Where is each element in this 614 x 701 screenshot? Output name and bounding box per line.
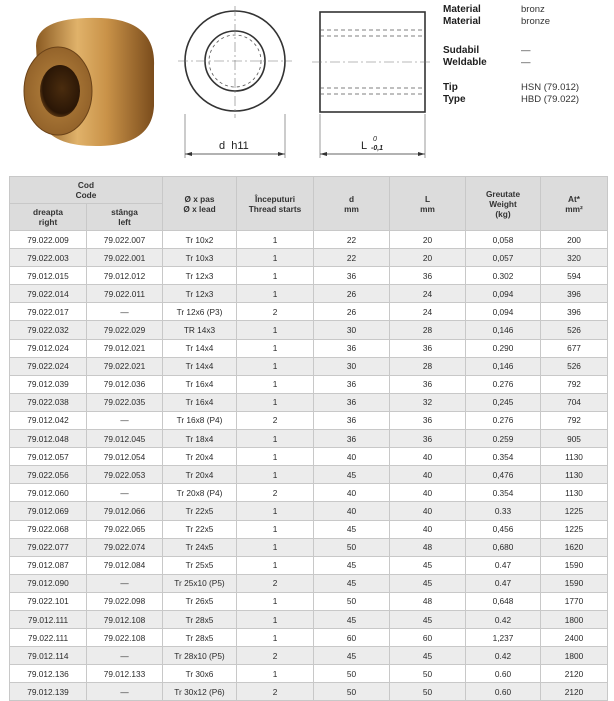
pitch-cell: Tr 12x3: [163, 267, 237, 285]
code-left-cell: 79.022.108: [87, 629, 163, 647]
starts-cell: 1: [237, 285, 314, 303]
weight-cell: 0.302: [466, 267, 541, 285]
starts-cell: 1: [237, 357, 314, 375]
property-label: Material: [443, 15, 481, 27]
d-header: [314, 177, 390, 231]
code-right-cell: 79.022.068: [10, 520, 87, 538]
at-cell: 320: [541, 249, 608, 267]
property-label: Material: [443, 4, 481, 15]
pitch-cell: Tr 22x5: [163, 502, 237, 520]
property-value: bronze: [521, 15, 551, 27]
starts-cell: 2: [237, 647, 314, 665]
at-cell: 1770: [541, 592, 608, 610]
l-cell: 40: [390, 466, 466, 484]
pitch-cell: Tr 10x2: [163, 231, 237, 249]
at-cell: 677: [541, 339, 608, 357]
d-header-label: d: [348, 193, 355, 204]
pitch-cell: Tr 30x12 (P6): [163, 683, 237, 701]
l-header-label: L: [424, 193, 431, 204]
table-row: [10, 267, 608, 285]
d-cell: 36: [314, 430, 390, 448]
code-left-cell: —: [87, 411, 163, 429]
code-right-cell: 79.012.139: [10, 683, 87, 701]
starts-cell: 1: [237, 249, 314, 267]
starts-cell: 2: [237, 574, 314, 592]
pitch-cell: Tr 20x4: [163, 448, 237, 466]
material-properties: [443, 4, 613, 105]
starts-cell: 1: [237, 665, 314, 683]
d-cell: 40: [314, 502, 390, 520]
weight-cell: 0.47: [466, 556, 541, 574]
weight-cell: 0,094: [466, 303, 541, 321]
at-header: [541, 177, 608, 231]
l-cell: 36: [390, 375, 466, 393]
l-cell: 45: [390, 647, 466, 665]
l-cell: 40: [390, 448, 466, 466]
at-cell: 1800: [541, 610, 608, 628]
d-cell: 50: [314, 665, 390, 683]
at-cell: 1130: [541, 484, 608, 502]
code-right-cell: 79.012.069: [10, 502, 87, 520]
at-cell: 1130: [541, 448, 608, 466]
code-left-cell: 79.012.036: [87, 375, 163, 393]
pitch-cell: Tr 28x10 (P5): [163, 647, 237, 665]
weight-cell: 0.33: [466, 502, 541, 520]
table-row: [10, 393, 608, 411]
code-left-cell: 79.022.001: [87, 249, 163, 267]
code-right-cell: 79.022.111: [10, 629, 87, 647]
starts-cell: 2: [237, 411, 314, 429]
starts-cell: 1: [237, 267, 314, 285]
starts-cell: 1: [237, 556, 314, 574]
code-left-cell: 79.022.035: [87, 393, 163, 411]
property-value: HBD (79.022): [521, 93, 580, 105]
d-cell: 45: [314, 556, 390, 574]
code-right-cell: 79.012.111: [10, 610, 87, 628]
code-left-cell: 79.022.011: [87, 285, 163, 303]
at-cell: 792: [541, 375, 608, 393]
pitch-cell: Tr 25x5: [163, 556, 237, 574]
starts-cell: 1: [237, 448, 314, 466]
l-cell: 20: [390, 231, 466, 249]
right-header: [10, 204, 87, 231]
weight-cell: 0.276: [466, 375, 541, 393]
code-left-cell: 79.012.045: [87, 430, 163, 448]
table-row: [10, 339, 608, 357]
code-left-cell: —: [87, 683, 163, 701]
starts-header-en: Thread starts: [248, 203, 302, 214]
at-cell: 905: [541, 430, 608, 448]
d-cell: 50: [314, 592, 390, 610]
pitch-cell: Tr 10x3: [163, 249, 237, 267]
l-cell: 45: [390, 610, 466, 628]
at-cell: 2400: [541, 629, 608, 647]
at-header-label: At*: [568, 193, 580, 204]
table-row: [10, 285, 608, 303]
property-row: [443, 4, 613, 16]
property-label: Sudabil: [443, 45, 480, 56]
property-value: bronz: [521, 4, 545, 15]
weight-header: [466, 177, 541, 231]
product-header: [0, 0, 614, 170]
code-right-cell: 79.012.090: [10, 574, 87, 592]
code-right-cell: 79.012.039: [10, 375, 87, 393]
l-cell: 48: [390, 592, 466, 610]
weight-cell: 0.354: [466, 448, 541, 466]
pitch-cell: Tr 16x4: [163, 375, 237, 393]
code-left-cell: 79.012.021: [87, 339, 163, 357]
code-right-cell: 79.012.048: [10, 430, 87, 448]
right-header-en: right: [38, 217, 58, 227]
code-left-cell: —: [87, 647, 163, 665]
d-cell: 45: [314, 574, 390, 592]
starts-header: [237, 177, 314, 231]
l-header-unit: mm: [420, 203, 435, 214]
table-row: [10, 629, 608, 647]
table-row: [10, 411, 608, 429]
pitch-cell: Tr 14x4: [163, 339, 237, 357]
d-cell: 36: [314, 411, 390, 429]
starts-cell: 1: [237, 592, 314, 610]
front-dim-label: d h11: [219, 140, 249, 152]
l-cell: 45: [390, 574, 466, 592]
code-right-cell: 79.022.003: [10, 249, 87, 267]
pitch-cell: TR 14x3: [163, 321, 237, 339]
d-cell: 26: [314, 303, 390, 321]
at-header-unit: mm²: [565, 203, 583, 214]
l-cell: 36: [390, 430, 466, 448]
d-cell: 45: [314, 520, 390, 538]
weight-cell: 0.290: [466, 339, 541, 357]
table-row: [10, 231, 608, 249]
property-value: —: [521, 56, 531, 68]
starts-cell: 1: [237, 375, 314, 393]
code-left-cell: 79.012.066: [87, 502, 163, 520]
l-cell: 45: [390, 556, 466, 574]
l-cell: 28: [390, 357, 466, 375]
d-cell: 36: [314, 393, 390, 411]
d-cell: 26: [314, 285, 390, 303]
weight-cell: 0,648: [466, 592, 541, 610]
starts-cell: 1: [237, 321, 314, 339]
side-dim-label: L: [361, 140, 368, 152]
code-right-cell: 79.022.077: [10, 538, 87, 556]
d-cell: 30: [314, 321, 390, 339]
code-left-cell: —: [87, 484, 163, 502]
product-table: [9, 176, 608, 701]
code-left-cell: —: [87, 574, 163, 592]
l-cell: 40: [390, 484, 466, 502]
d-cell: 45: [314, 466, 390, 484]
table-row: [10, 249, 608, 267]
l-header: [390, 177, 466, 231]
code-left-cell: 79.012.133: [87, 665, 163, 683]
pitch-cell: Tr 28x5: [163, 629, 237, 647]
pitch-cell: Tr 16x4: [163, 393, 237, 411]
at-cell: 1620: [541, 538, 608, 556]
pitch-header-en: Ø x lead: [183, 203, 216, 214]
at-cell: 526: [541, 357, 608, 375]
table-row: [10, 430, 608, 448]
at-cell: 1590: [541, 574, 608, 592]
pitch-header: [163, 177, 237, 231]
table-row: [10, 683, 608, 701]
code-left-cell: 79.012.054: [87, 448, 163, 466]
d-header-unit: mm: [344, 203, 359, 214]
l-cell: 36: [390, 267, 466, 285]
property-row: [443, 82, 613, 94]
at-cell: 200: [541, 231, 608, 249]
d-cell: 22: [314, 231, 390, 249]
weight-cell: 0,094: [466, 285, 541, 303]
pitch-cell: Tr 20x8 (P4): [163, 484, 237, 502]
d-cell: 60: [314, 629, 390, 647]
l-cell: 50: [390, 683, 466, 701]
weight-cell: 0,057: [466, 249, 541, 267]
code-right-cell: 79.012.060: [10, 484, 87, 502]
pitch-header-ro: Ø x pas: [184, 193, 215, 204]
d-cell: 40: [314, 448, 390, 466]
pitch-cell: Tr 30x6: [163, 665, 237, 683]
at-cell: 792: [541, 411, 608, 429]
l-cell: 24: [390, 285, 466, 303]
table-row: [10, 647, 608, 665]
weight-cell: 0.354: [466, 484, 541, 502]
code-left-cell: 79.012.084: [87, 556, 163, 574]
weight-cell: 1,237: [466, 629, 541, 647]
at-cell: 1130: [541, 466, 608, 484]
weight-cell: 0,680: [466, 538, 541, 556]
l-cell: 28: [390, 321, 466, 339]
starts-cell: 1: [237, 393, 314, 411]
d-cell: 50: [314, 683, 390, 701]
code-left-cell: 79.012.012: [87, 267, 163, 285]
starts-cell: 1: [237, 430, 314, 448]
starts-cell: 1: [237, 231, 314, 249]
weight-header-en: Weight: [489, 198, 517, 209]
code-right-cell: 79.012.114: [10, 647, 87, 665]
weight-cell: 0.60: [466, 683, 541, 701]
pitch-cell: Tr 16x8 (P4): [163, 411, 237, 429]
at-cell: 704: [541, 393, 608, 411]
pitch-cell: Tr 12x6 (P3): [163, 303, 237, 321]
d-cell: 36: [314, 375, 390, 393]
side-tol-lower: -0,1: [371, 145, 384, 152]
code-left-cell: 79.012.108: [87, 610, 163, 628]
right-header-ro: dreapta: [33, 207, 63, 217]
starts-header-ro: Începuturi: [254, 193, 296, 204]
code-left-cell: 79.022.098: [87, 592, 163, 610]
weight-cell: 0,146: [466, 321, 541, 339]
property-label: Weldable: [443, 56, 487, 68]
starts-cell: 1: [237, 610, 314, 628]
table-row: [10, 556, 608, 574]
at-cell: 2120: [541, 683, 608, 701]
property-label: Type: [443, 93, 466, 105]
l-cell: 32: [390, 393, 466, 411]
code-right-cell: 79.012.042: [10, 411, 87, 429]
property-row: [443, 16, 613, 28]
table-row: [10, 448, 608, 466]
code-left-cell: —: [87, 303, 163, 321]
table-row: [10, 665, 608, 683]
table-row: [10, 466, 608, 484]
code-right-cell: 79.012.057: [10, 448, 87, 466]
side-view-drawing: [312, 6, 432, 166]
code-right-cell: 79.022.032: [10, 321, 87, 339]
d-cell: 45: [314, 610, 390, 628]
weight-cell: 0,476: [466, 466, 541, 484]
l-cell: 24: [390, 303, 466, 321]
code-header-en: Code: [75, 190, 97, 200]
pitch-cell: Tr 20x4: [163, 466, 237, 484]
starts-cell: 1: [237, 466, 314, 484]
property-row: [443, 45, 613, 57]
code-left-cell: 79.022.021: [87, 357, 163, 375]
code-right-cell: 79.022.056: [10, 466, 87, 484]
l-cell: 40: [390, 502, 466, 520]
weight-cell: 0.47: [466, 574, 541, 592]
table-row: [10, 484, 608, 502]
at-cell: 526: [541, 321, 608, 339]
code-right-cell: 79.012.024: [10, 339, 87, 357]
weight-cell: 0,245: [466, 393, 541, 411]
pitch-cell: Tr 26x5: [163, 592, 237, 610]
pitch-cell: Tr 22x5: [163, 520, 237, 538]
starts-cell: 1: [237, 502, 314, 520]
weight-cell: 0.42: [466, 610, 541, 628]
code-left-cell: 79.022.029: [87, 321, 163, 339]
table-row: [10, 574, 608, 592]
code-right-cell: 79.012.087: [10, 556, 87, 574]
l-cell: 36: [390, 411, 466, 429]
starts-cell: 2: [237, 683, 314, 701]
weight-cell: 0.276: [466, 411, 541, 429]
l-cell: 36: [390, 339, 466, 357]
left-header: [87, 204, 163, 231]
d-cell: 36: [314, 267, 390, 285]
code-left-cell: 79.022.053: [87, 466, 163, 484]
property-value: —: [521, 45, 531, 56]
code-right-cell: 79.022.038: [10, 393, 87, 411]
code-right-cell: 79.022.014: [10, 285, 87, 303]
table-row: [10, 303, 608, 321]
pitch-cell: Tr 28x5: [163, 610, 237, 628]
d-cell: 30: [314, 357, 390, 375]
table-row: [10, 520, 608, 538]
at-cell: 1800: [541, 647, 608, 665]
left-header-en: left: [118, 217, 131, 227]
property-label: Tip: [443, 82, 458, 93]
at-cell: 2120: [541, 665, 608, 683]
pitch-cell: Tr 12x3: [163, 285, 237, 303]
weight-cell: 0,456: [466, 520, 541, 538]
property-row: [443, 57, 613, 69]
code-right-cell: 79.012.136: [10, 665, 87, 683]
weight-header-ro: Greutate: [485, 188, 521, 199]
code-right-cell: 79.022.024: [10, 357, 87, 375]
weight-cell: 0.60: [466, 665, 541, 683]
left-header-ro: stânga: [111, 207, 138, 217]
weight-header-unit: (kg): [495, 208, 511, 219]
code-right-cell: 79.012.015: [10, 267, 87, 285]
code-left-cell: 79.022.007: [87, 231, 163, 249]
pitch-cell: Tr 25x10 (P5): [163, 574, 237, 592]
code-right-cell: 79.022.017: [10, 303, 87, 321]
starts-cell: 2: [237, 484, 314, 502]
table-row: [10, 538, 608, 556]
l-cell: 20: [390, 249, 466, 267]
at-cell: 1225: [541, 502, 608, 520]
code-right-cell: 79.022.009: [10, 231, 87, 249]
d-cell: 50: [314, 538, 390, 556]
code-left-cell: 79.022.065: [87, 520, 163, 538]
pitch-cell: Tr 14x4: [163, 357, 237, 375]
d-cell: 22: [314, 249, 390, 267]
at-cell: 594: [541, 267, 608, 285]
table-row: [10, 321, 608, 339]
weight-cell: 0.259: [466, 430, 541, 448]
table-row: [10, 592, 608, 610]
weight-cell: 0,146: [466, 357, 541, 375]
table-row: [10, 610, 608, 628]
l-cell: 40: [390, 520, 466, 538]
table-row: [10, 357, 608, 375]
l-cell: 50: [390, 665, 466, 683]
weight-cell: 0.42: [466, 647, 541, 665]
starts-cell: 1: [237, 339, 314, 357]
weight-cell: 0,058: [466, 231, 541, 249]
pitch-cell: Tr 18x4: [163, 430, 237, 448]
code-left-cell: 79.022.074: [87, 538, 163, 556]
d-cell: 36: [314, 339, 390, 357]
d-cell: 45: [314, 647, 390, 665]
l-cell: 48: [390, 538, 466, 556]
starts-cell: 1: [237, 538, 314, 556]
product-photo: [6, 6, 166, 156]
code-header: [10, 177, 163, 204]
code-header-ro: Cod: [77, 180, 95, 190]
starts-cell: 2: [237, 303, 314, 321]
d-cell: 40: [314, 484, 390, 502]
property-row: [443, 94, 613, 106]
at-cell: 1590: [541, 556, 608, 574]
at-cell: 396: [541, 285, 608, 303]
at-cell: 1225: [541, 520, 608, 538]
table-row: [10, 502, 608, 520]
table-row: [10, 375, 608, 393]
at-cell: 396: [541, 303, 608, 321]
pitch-cell: Tr 24x5: [163, 538, 237, 556]
starts-cell: 1: [237, 629, 314, 647]
property-value: HSN (79.012): [521, 82, 580, 93]
starts-cell: 1: [237, 520, 314, 538]
side-tol-upper: 0: [373, 136, 377, 143]
code-right-cell: 79.022.101: [10, 592, 87, 610]
l-cell: 60: [390, 629, 466, 647]
table-body: [10, 231, 608, 701]
